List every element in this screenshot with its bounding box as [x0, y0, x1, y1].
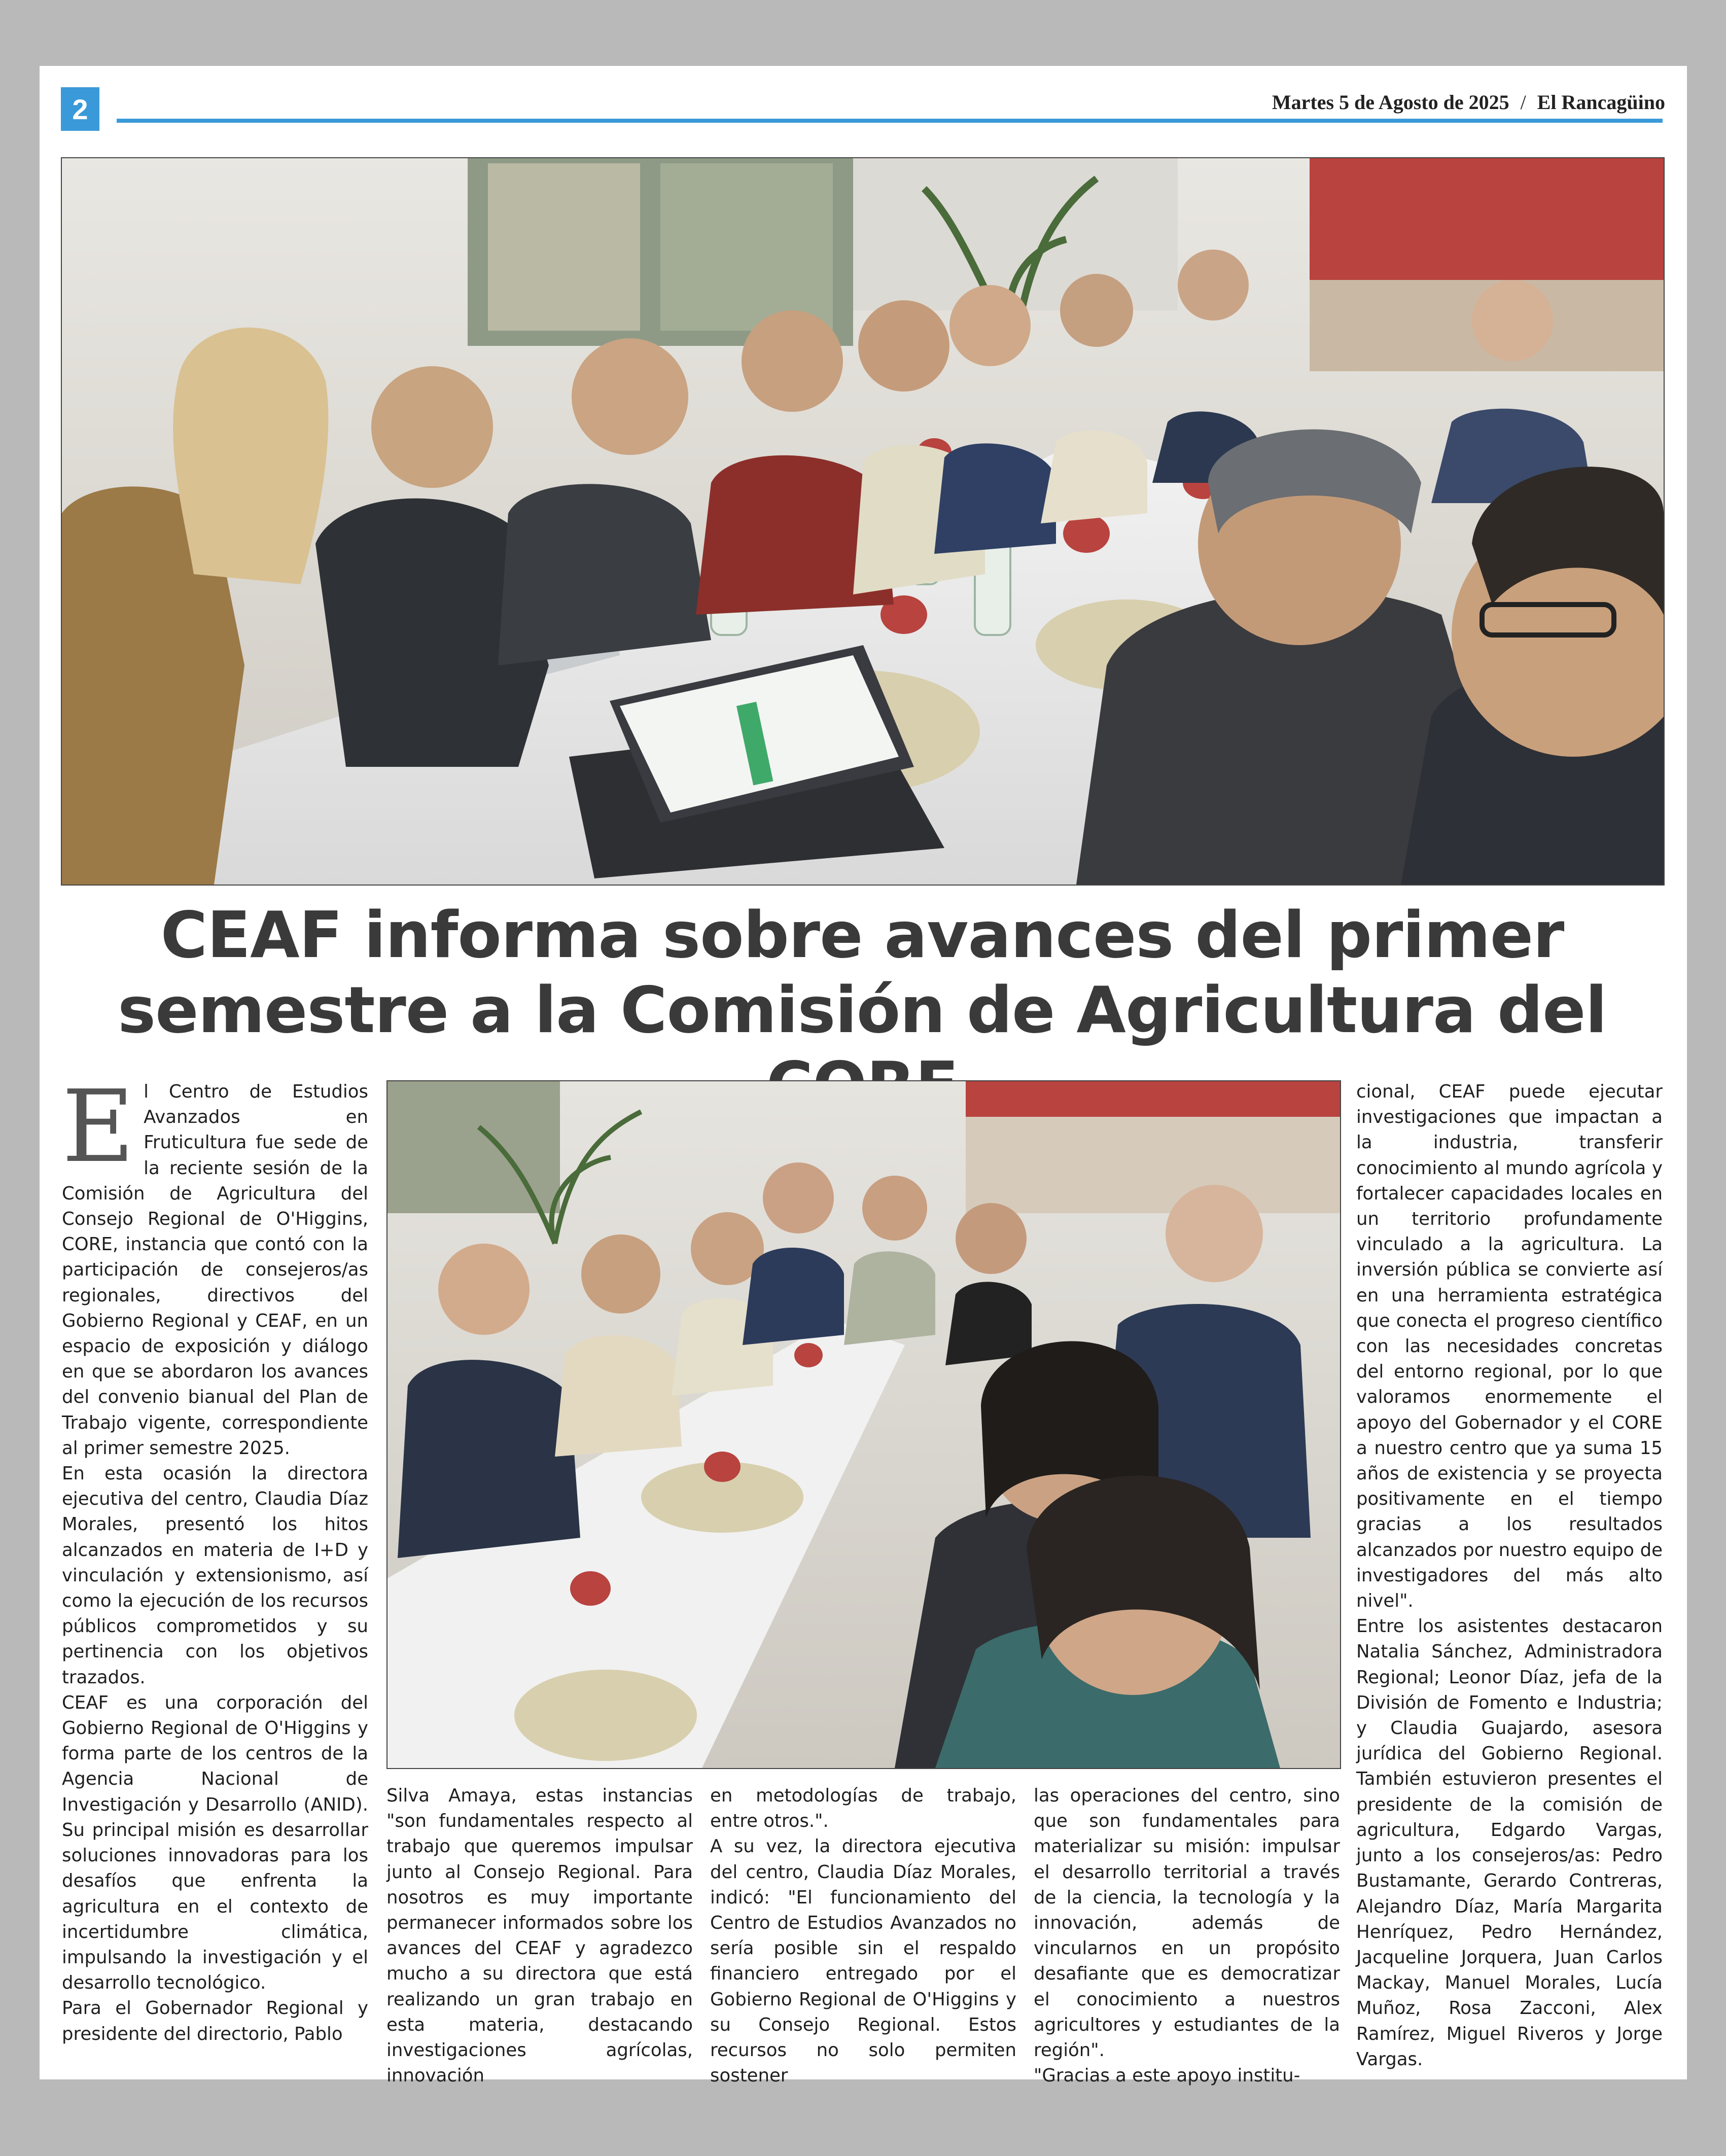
article-paragraph: CEAF es una corporación del Gobierno Regional de O'Higgins y forma parte de los centros de la Agencia Nacional de Investigación y Desarrollo (ANID). Su principal misión es desarrollar soluciones innovadoras para los desafíos que enfrenta la agricultura en el contexto de incertidumbre climática, impulsando la investigación y el desarrollo tecnológico. — [62, 1692, 368, 1994]
article-column-3 — [710, 1783, 1016, 2089]
article-paragraph: cional, CEAF puede ejecutar investigaciones que impactan a la industria, transferir conocimiento al mundo agrícola y fortalecer capacidades locales en un territorio profundamente vinculado a la agricultura. La inversión pública se convierte así en una herramienta estratégica que conecta el progreso científico con las necesidades concretas del entorno regional, por lo que valoramos enormemente el apoyo del Gobernador y el CORE a nuestro centro que ya suma 15 años de existencia y se proyecta positivamente en el tiempo gracias a los resultados alcanzados por nuestro equipo de investigadores del más alto nivel". — [1356, 1081, 1663, 1612]
article-paragraph: En esta ocasión la directora ejecutiva del centro, Claudia Díaz Morales, presentó los hitos alcanzados en materia de I+D y vinculación y extensionismo, así como la ejecución de los recursos públicos comprometidos y su pertinencia con los objetivos trazados. — [62, 1463, 368, 1688]
header-rule — [117, 119, 1663, 123]
page-header — [1272, 90, 1665, 114]
article-paragraph: A su vez, la directora ejecutiva del centro, Claudia Díaz Morales, indicó: "El funcionamiento del Centro de Estudios Avanzados no sería posible sin el respaldo financiero entregado por el Gobierno Regional de O'Higgins y su Consejo Regional. Estos recursos no solo permiten sostener — [710, 1836, 1016, 2087]
article-paragraph: las operaciones del centro, sino que son fundamentales para materializar su misión: impulsar el desarrollo territorial a través de la ciencia, la tecnología y la innovación, además de vincularnos en un propósito desafiante que es democratizar el conocimiento a nuestros agricultores y estudiantes de la región". — [1034, 1785, 1340, 2061]
headline-line-1: CEAF informa sobre avances del primer — [160, 898, 1564, 972]
publication-name: El Rancagüino — [1537, 91, 1665, 114]
article-paragraph: Silva Amaya, estas instancias "son fundamentales respecto al trabajo que queremos impulsar junto al Consejo Regional. Para nosotros es muy importante permanecer informados sobre los avances del CEAF y agradezco mucho a su directora que está realizando un gran trabajo en esta materia, destacando investigaciones agrícolas, innovación — [386, 1785, 693, 2087]
article-paragraph: Entre los asistentes destacaron Natalia Sánchez, Administradora Regional; Leonor Díaz, jefa de la División de Fomento e Industria; y Claudia Guajardo, asesora jurídica del Gobierno Regional. También estuvieron presentes el presidente de la comisión de agricultura, Edgardo Vargas, junto a los consejeros/as: Pedro Bustamante, Gerardo Contreras, Alejandro Díaz, María Margarita Henríquez, Pedro Hernández, Jacqueline Jorquera, Juan Carlos Mackay, Manuel Morales, Lucía Muñoz, Rosa Zacconi, Alex Ramírez, Miguel Riveros y Jorge Vargas. — [1356, 1616, 1663, 2070]
article-paragraph: Para el Gobernador Regional y presidente del directorio, Pablo — [62, 1998, 368, 2044]
drop-cap: E — [62, 1069, 135, 1185]
article-column-5 — [1356, 1079, 1663, 2072]
article-paragraph: "Gracias a este apoyo institu- — [1034, 2065, 1300, 2087]
mid-meeting-photo — [386, 1080, 1341, 1769]
header-separator: / — [1520, 91, 1526, 114]
headline-line-2: semestre a la Comisión de Agricultura del — [118, 973, 1607, 1047]
article-column-1 — [62, 1069, 368, 2047]
article-paragraph: en metodologías de trabajo, entre otros.". — [710, 1785, 1016, 1832]
issue-date: Martes 5 de Agosto de 2025 — [1272, 91, 1509, 114]
article-column-2 — [386, 1783, 693, 2089]
article-paragraph — [62, 1069, 368, 1461]
article-text: l Centro de Estudios Avanzados en Fruticultura fue sede de la reciente sesión de la Comisión de Agricultura del Consejo Regional de O'Higgins, CORE, instancia que contó con la participación de consejeros/as regionales, directivos del Gobierno Regional y CEAF, en un espacio de exposición y diálogo en que se abordaron los avances del convenio bianual del Plan de Trabajo vigente, correspondiente al primer semestre 2025. — [62, 1081, 368, 1459]
page-number: 2 — [61, 87, 99, 131]
article-column-4 — [1034, 1783, 1340, 2089]
top-meeting-photo — [61, 157, 1665, 886]
